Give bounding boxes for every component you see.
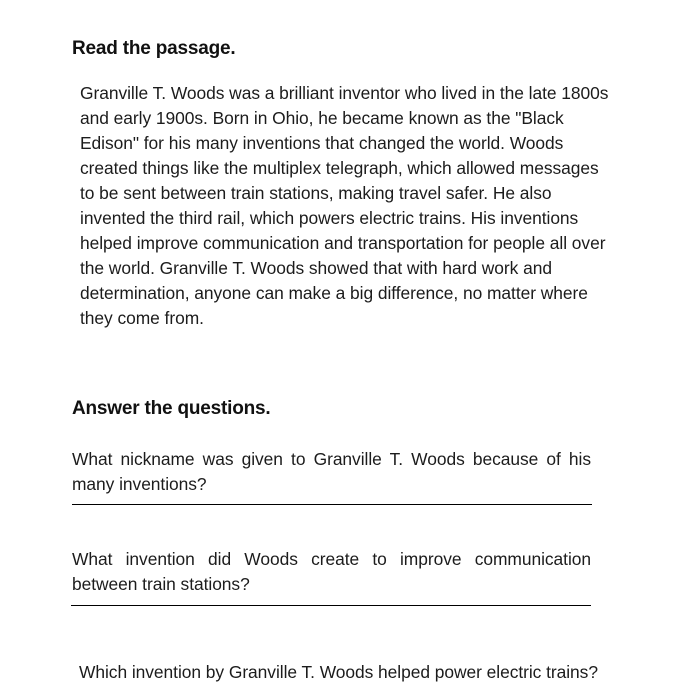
- answer-questions-heading: Answer the questions.: [72, 397, 271, 419]
- read-passage-heading: Read the passage.: [72, 37, 236, 59]
- passage-text: Granville T. Woods was a brilliant inventor who lived in the late 1800s and early 1900s. Born in Ohio, he became known as the "Black Edison" for his many inventions that changed the world. Woods created things like the multiplex telegraph, which allowed messages to be sent between train stations, making travel safer. He also invented the third rail, which powers electric trains. His inventions helped improve communication and transportation for people all over the world. Granville T. Woods showed that with hard work and determination, anyone can make a big difference, no matter where they come from.: [80, 83, 609, 329]
- answer-line-2[interactable]: [71, 605, 591, 606]
- question-2-text: What invention did Woods create to improve communication between train stations?: [72, 549, 591, 595]
- question-1-text: What nickname was given to Granville T. Woods because of his many inventions?: [72, 449, 591, 495]
- question-3-text: Which invention by Granville T. Woods helped power electric trains?: [79, 662, 598, 683]
- answer-line-1[interactable]: [72, 504, 592, 505]
